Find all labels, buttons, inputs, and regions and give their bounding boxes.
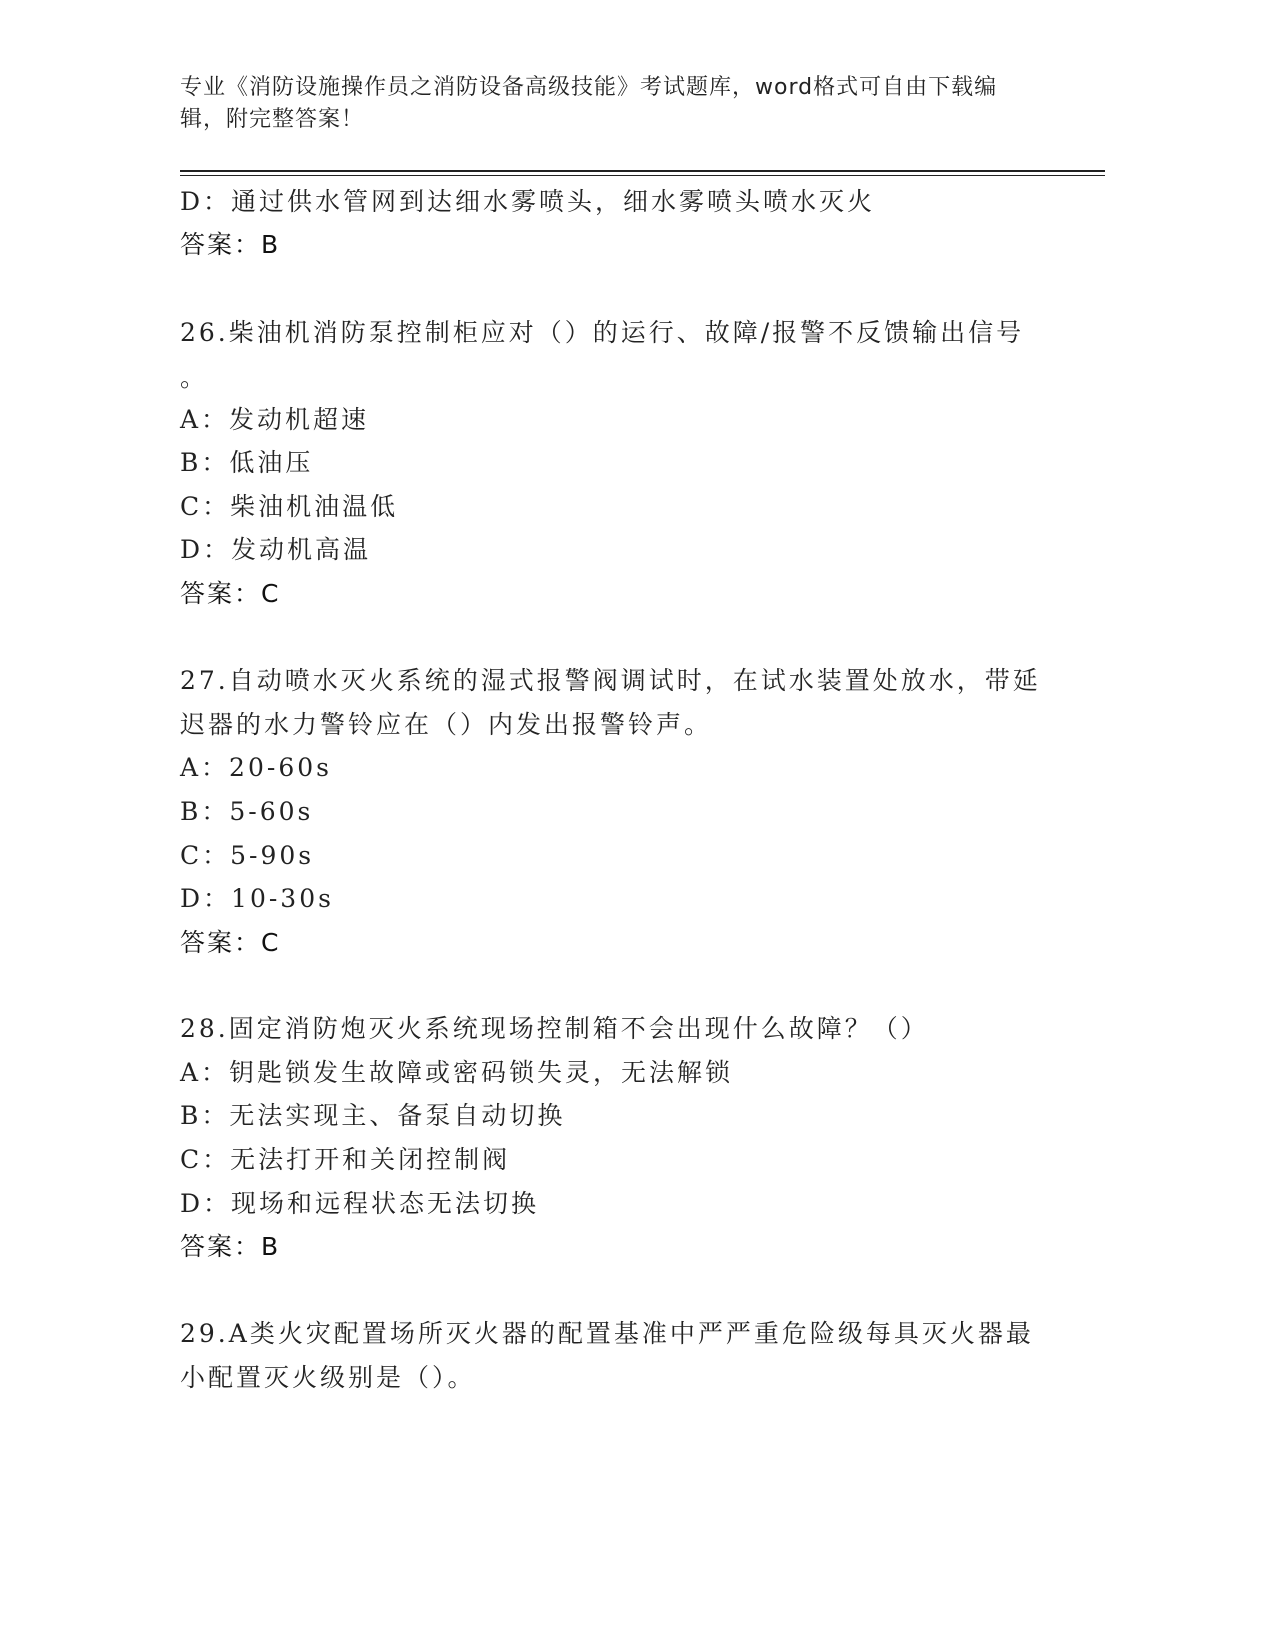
question-29-stem-line-1: 29.A类火灾配置场所灭火器的配置基准中严严重危险级每具灭火器最 [180,1319,1034,1348]
question-27-stem-line-2: 迟器的水力警铃应在（）内发出报警铃声。 [180,710,713,739]
question-27-option-b: B：5-60s [180,797,314,826]
question-28-option-c: C：无法打开和关闭控制阀 [180,1145,511,1174]
question-26-stem-line-2: 。 [180,363,209,392]
header-line-1: 专业《消防设施操作员之消防设备高级技能》考试题库，word格式可自由下载编 [180,75,998,100]
header-divider-thin [180,175,1105,176]
question-26-answer: 答案：C [180,579,281,608]
question-28-answer: 答案：B [180,1232,281,1261]
question-26-option-d: D：发动机高温 [180,535,372,564]
question-28-stem: 28.固定消防炮灭火系统现场控制箱不会出现什么故障？（） [180,1014,929,1043]
question-28-option-d: D：现场和远程状态无法切换 [180,1189,540,1218]
question-26-option-a: A：发动机超速 [180,405,370,434]
question-29-stem-line-2: 小配置灭火级别是（）。 [180,1363,476,1392]
prev-question-answer: 答案：B [180,230,281,259]
question-27-stem-line-1: 27.自动喷水灭火系统的湿式报警阀调试时，在试水装置处放水，带延 [180,666,1041,695]
question-28-option-a: A：钥匙锁发生故障或密码锁失灵，无法解锁 [180,1058,734,1087]
prev-question-option-d: D：通过供水管网到达细水雾喷头，细水雾喷头喷水灭火 [180,187,876,216]
question-26-option-c: C：柴油机油温低 [180,492,399,521]
question-27-option-c: C：5-90s [180,841,315,870]
header-divider-thick [180,170,1105,172]
document-header [180,72,1060,136]
question-28-option-b: B：无法实现主、备泵自动切换 [180,1101,566,1130]
question-26-stem-line-1: 26.柴油机消防泵控制柜应对（）的运行、故障/报警不反馈输出信号 [180,318,1025,347]
question-27-option-d: D：10-30s [180,884,334,913]
question-27-answer: 答案：C [180,928,281,957]
header-line-2: 辑，附完整答案！ [180,107,365,132]
question-27-option-a: A：20-60s [180,753,332,782]
question-26-option-b: B：低油压 [180,448,314,477]
